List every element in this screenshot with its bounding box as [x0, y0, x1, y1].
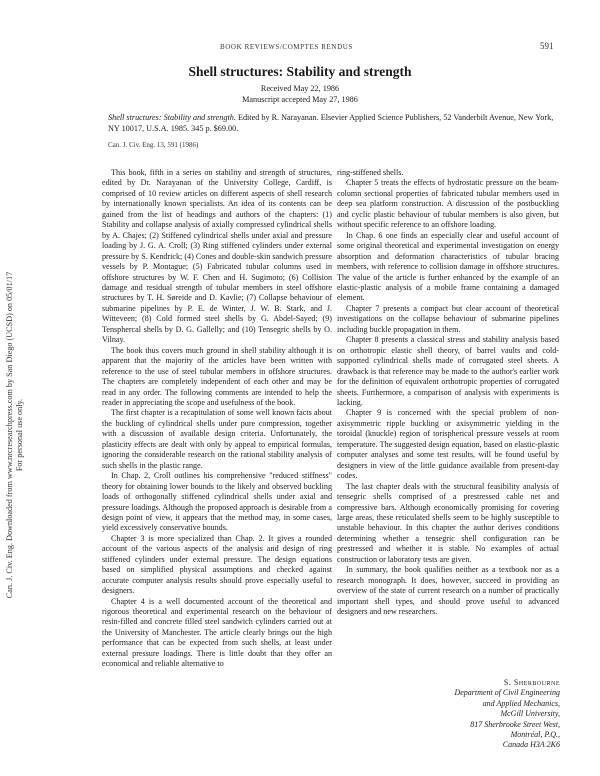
paragraph: Chapter 7 presents a compact but clear account of theoretical investigations on the collapse behaviour of submarine pipelines including buckle propagation in them.	[337, 303, 559, 334]
reviewer-street: 817 Sherbrooke Street West,	[470, 719, 560, 729]
page-number: 591	[540, 41, 554, 51]
paragraph: This book, fifth in a series on stability and strength of structures, edited by Dr. Narayanan of the University College, Cardiff, is comprised of 10 review articles on different aspects of shell research by internationally known specialists. An idea of its contents can be gained from the list of headings and authors of the chapters: (1) Stability and collapse analysis of axially compressed cylindrical shells by A. Chajes; (2) Stiffened cylindrical shells under axial and pressure loading by J. G. A. Croll; (3) Ring stiffened cylinders under external pressure by S. Kendrick; (4) Cones and double-skin sandwich pressure vessels by P. Montague; (5) Fabricated tubular columns used in offshore structures by W. F. Chen and H. Sugimoto; (6) Collision damage and residual strength of tubular members in steel offshore structures by T. H. Søreide and D. Kavlie; (7) Collapse behaviour of submarine pipelines by P. E. de Winter, J. W. B. Stark, and J. Witteveen; (8) Cold formed steel shells by G. Abdel-Sayed; (9) Tensphercal shells by D. G. Gallelly; and (10) Tensegric shells by O. Vilnay.	[102, 168, 332, 345]
sidebar-line-1: Can. J. Civ. Eng. Downloaded from www.nrcresearchpress.com by San Diego (UCSD) on 05/01/17	[5, 271, 14, 599]
paragraph: In summary, the book qualifies neither as a textbook nor as a research monograph. It does, however, succeed in providing an overview of the state of current research on a number of practically important shell types, and should prove useful to advanced designers and new researchers.	[337, 565, 559, 617]
sidebar-download-note	[1, 270, 29, 600]
reviewer-department: Department of Civil Engineering	[454, 688, 560, 698]
paragraph: ring-stiffened shells.	[337, 168, 404, 177]
paragraph: In Chap. 2, Croll outlines his comprehensive "reduced stiffness" theory for obtaining lower bounds to the likely and observed buckling loads of orthogonally stiffened cylindrical shells under axial and pressure loadings. Although the proposed approach is desirable from a design point of view, it appears that the method may, in some cases, yield excessively conservative bounds.	[102, 471, 332, 533]
paragraph: Chapter 8 presents a classical stress and stability analysis based on orthotropic elastic shell theory, of barrel vaults and cold-supported cylindrical shells made of corrugated steel sheets. A drawback is that reference may be made to the author's earlier work for the definition of equivalent orthotropic properties of corrugated sheets. Furthermore, a comparison of analysis with experiments is lacking.	[337, 335, 559, 407]
paragraph: The first chapter is a recapitulation of some well known facts about the buckling of cylindrical shells under pure compression, together with a discussion of available design criteria. Unfortunately, the plasticity effects are dealt with only by appeal to empirical formulas, ignoring the considerable research on the rational stability analysis of such shells in the plastic range.	[102, 408, 332, 470]
citation-title: Shell structures: Stability and strength.	[108, 113, 236, 122]
reviewer-department-2: and Applied Mechanics,	[482, 698, 560, 708]
paragraph: The book thus covers much ground in shell stability although it is apparent that the majority of the articles have been written with reference to the use of steel tubular members in offshore structures. The chapters are completely independent of each other and may be read in any order. The following comments are intended to help the reader in appreciating the scope and usefulness of the book.	[102, 345, 332, 407]
journal-reference: Can. J. Civ. Eng. 13, 591 (1986)	[108, 141, 199, 149]
paragraph: In Chap. 6 one finds an especially clear and useful account of some original theoretical and experimental investigation on energy absorption and deformation characteristics of tubular bracing members, with reference to collision damage in offshore structures. The value of the article is further enhanced by the example of an elastic-plastic analysis of a mobile frame containing a damaged element.	[337, 230, 559, 303]
body-column-left	[102, 168, 332, 670]
paragraph: Chapter 3 is more specialized than Chap. 2. It gives a rounded account of the various aspects of the analysis and design of ring stiffened cylinders under external pressure. The design equations based on simplified physical assumptions and checked against accurate computer analysis results should prove especially useful to designers.	[102, 533, 332, 596]
paragraph: The last chapter deals with the structural feasibility analysis of tensegric shells comprised of a prestressed cable net and compressive bars. Although economically promising for covering large areas, these reticulated shells seem to be highly susceptible to unstable behaviour. In this chapter the author derives conditions determining whether a tensegric shell configuration can be prestressed and whether it is stable. No examples of actual construction or laboratory tests are given.	[337, 481, 559, 564]
running-head: BOOK REVIEWS/COMPTES RENDUS	[220, 43, 353, 51]
body-column-right	[337, 168, 559, 617]
reviewer-signature	[420, 678, 560, 751]
received-dates	[0, 84, 600, 105]
paragraph: Chapter 5 treats the effects of hydrostatic pressure on the beam-column sectional properties of fabricated tubular members used in deep sea platform construction. A discussion of the postbuckling and cyclic plastic behaviour of tubular members is also given, but without specific reference to an offshore loading.	[337, 178, 559, 230]
reviewer-name: S. Sherbourne	[503, 678, 560, 687]
book-citation	[108, 113, 558, 134]
sidebar-line-2: For personal use only.	[15, 398, 24, 472]
review-title: Shell structures: Stability and strength	[188, 64, 412, 79]
reviewer-city: Montréal, P.Q.,	[510, 730, 560, 740]
accepted-date: Manuscript accepted May 27, 1986	[242, 94, 358, 104]
citation-details: Edited by R. Narayanan. Elsevier Applied Science Publishers, 52 Vanderbilt Avenue, New York, NY 10017, U.S.A. 1985. 345 p. $69.00.	[108, 113, 554, 133]
paragraph: Chapter 4 is a well documented account of the theoretical and rigorous theoretical and experimental research on the behaviour of resin-filled and concrete filled steel sandwich cylinders carried out at the University of Manchester. The article clearly brings out the high performance that can be expected from such shells, at least under external pressure loadings. There is little doubt that they offer an economical and reliable alternative to	[102, 596, 332, 669]
reviewer-university: McGill University,	[500, 709, 560, 719]
paragraph: Chapter 9 is concerned with the special problem of non-axisymmetric ripple buckling or axisymmetric yielding in the toroidal (knuckle) region of torispherical pressure vessels at room temperature. The suggested design equation, based on elastic-plastic computer analyses and some test results, will be found useful by designers in view of the little guidance available from present-day codes.	[337, 408, 559, 481]
received-date: Received May 22, 1986	[260, 84, 340, 93]
reviewer-postal: Canada H3A 2K6	[502, 740, 560, 750]
